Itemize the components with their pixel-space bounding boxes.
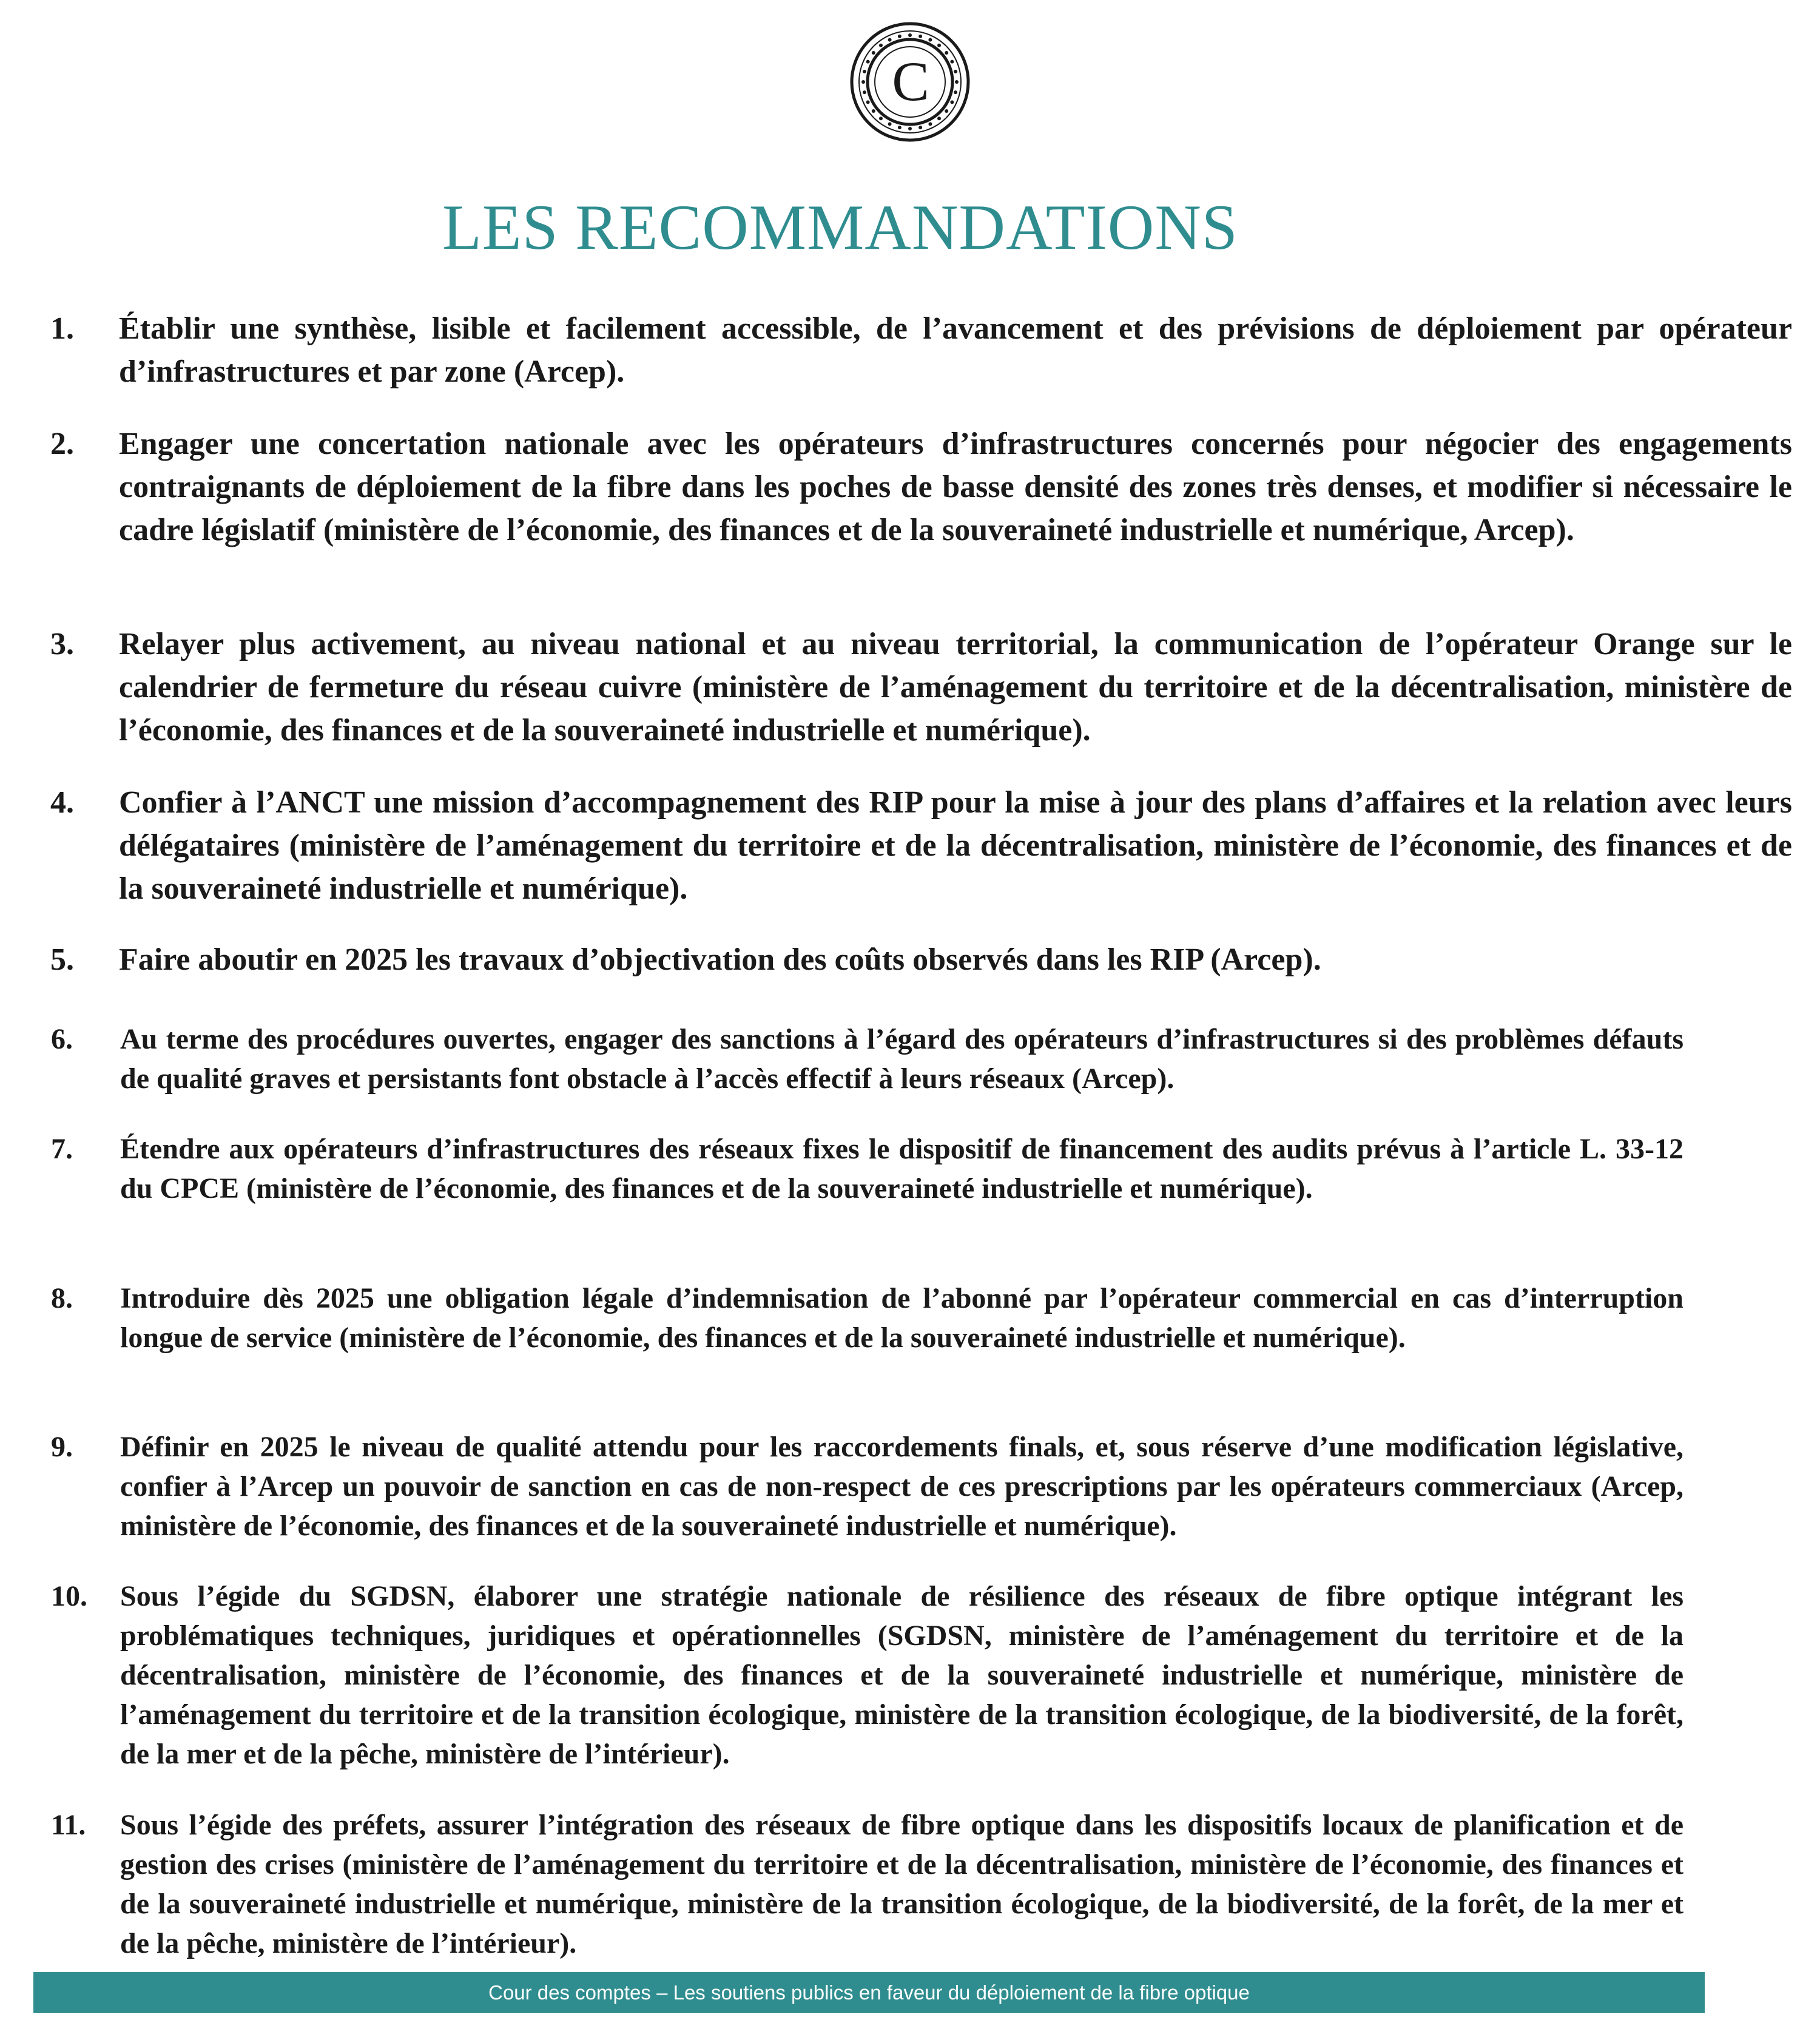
logo-dot — [928, 38, 932, 42]
logo-dot — [955, 80, 959, 84]
recommendation-number: 6. — [51, 1023, 73, 1055]
logo-dot — [945, 51, 948, 55]
recommendation-item — [51, 1129, 1684, 1208]
logo-dot — [945, 109, 948, 113]
recommendation-text: Faire aboutir en 2025 les travaux d’objectivation des coûts observés dans les RIP (Arcep). — [119, 942, 1321, 977]
logo-dot — [950, 60, 954, 64]
logo-dot — [863, 90, 866, 94]
logo-dot — [908, 33, 912, 37]
recommendation-text: Établir une synthèse, lisible et facilement accessible, de l’avancement et des prévisions de déploiement par opérateur d’infrastructures et par zone (Arcep). — [119, 311, 1792, 389]
logo-dot — [888, 38, 892, 42]
recommendation-item — [51, 1019, 1684, 1098]
logo-dot — [908, 127, 912, 130]
recommendation-text: Sous l’égide du SGDSN, élaborer une stratégie nationale de résilience des réseaux de fibre optique intégrant les problématiques techniques, juridiques et opérationnelles (SGDSN, ministère de l’aménagement du territoire et de la décentralisation, ministère de l’économie, des finances et de la souveraineté industrielle et numérique, ministère de l’aménagement du territoire et de la transition écologique, ministère de la transition écologique, de la biodiversité, de la forêt, de la mer et de la pêche, ministère de l’intérieur). — [120, 1580, 1684, 1770]
logo-dot — [872, 51, 875, 55]
recommendation-number: 7. — [51, 1133, 73, 1165]
recommendation-item — [51, 1279, 1684, 1357]
logo-dot — [863, 70, 866, 73]
recommendation-text: Relayer plus activement, au niveau national et au niveau territorial, la communication de l’opérateur Orange sur le calendrier de fermeture du réseau cuivre (ministère de l’aménagement du territoire et de la décentralisation, ministère de l’économie, des finances et de la souveraineté industrielle et numérique). — [119, 627, 1792, 748]
recommendation-text: Définir en 2025 le niveau de qualité attendu pour les raccordements finals, et, sous réserve d’une modification législative, confier à l’Arcep un pouvoir de sanction en cas de non-respect de ces prescriptions par les opérateurs commerciaux (Arcep, ministère de l’économie, des finances et de la souveraineté industrielle et numérique). — [120, 1431, 1684, 1542]
logo-dot — [928, 122, 932, 126]
cour-des-comptes-logo — [849, 21, 971, 143]
recommendation-item — [50, 781, 1792, 910]
recommendation-item — [51, 1805, 1684, 1963]
logo-dot — [866, 100, 870, 104]
recommendation-text: Étendre aux opérateurs d’infrastructures des réseaux fixes le dispositif de financement des audits prévus à l’article L. 33-12 du CPCE (ministère de l’économie, des finances et de la souveraineté industrielle et numérique). — [120, 1133, 1684, 1205]
recommendation-number: 2. — [50, 427, 74, 461]
recommendation-text: Introduire dès 2025 une obligation légale d’indemnisation de l’abonné par l’opérateur commercial en cas d’interruption longue de service (ministère de l’économie, des finances et de la souveraineté industrielle et numérique). — [120, 1282, 1684, 1354]
recommendation-item — [50, 623, 1792, 752]
logo-dot — [937, 44, 941, 47]
recommendation-text: Engager une concertation nationale avec les opérateurs d’infrastructures concernés pour négocier des engagements contraignants de déploiement de la fibre dans les poches de basse densité des zones très denses, et modifier si nécessaire le cadre législatif (ministère de l’économie, des finances et de la souveraineté industrielle et numérique, Arcep). — [119, 427, 1792, 547]
page-footer: Cour des comptes – Les soutiens publics en faveur du déploiement de la fibre optique — [33, 1972, 1705, 2013]
recommendation-text: Sous l’égide des préfets, assurer l’intégration des réseaux de fibre optique dans les dispositifs locaux de planification et de gestion des crises (ministère de l’aménagement du territoire et de la décentralisation, ministère de l’économie, des finances et de la souveraineté industrielle et numérique, ministère de la transition écologique, de la biodiversité, de la forêt, de la mer et de la pêche, ministère de l’intérieur). — [120, 1809, 1684, 1959]
logo-dot — [950, 100, 954, 104]
recommendation-item — [50, 307, 1792, 393]
recommendation-item — [50, 422, 1792, 552]
recommendation-number: 5. — [50, 942, 74, 977]
logo-dot — [872, 109, 875, 113]
logo-dot — [888, 122, 892, 126]
recommendation-number: 3. — [50, 627, 74, 661]
recommendation-item — [50, 938, 1792, 981]
logo-dot — [879, 44, 883, 47]
recommendation-item — [51, 1576, 1684, 1774]
logo-dot — [954, 90, 957, 94]
recommendation-number: 8. — [51, 1282, 73, 1314]
logo-dot — [861, 80, 865, 84]
logo-dot — [918, 35, 922, 38]
recommendation-number: 9. — [51, 1431, 73, 1463]
recommendation-item — [51, 1427, 1684, 1546]
logo-dot — [866, 60, 870, 64]
logo-dot — [898, 35, 902, 38]
recommendation-number: 11. — [51, 1809, 86, 1841]
recommendation-number: 1. — [50, 311, 74, 346]
recommendation-number: 10. — [51, 1580, 87, 1612]
logo-dot — [898, 126, 902, 129]
recommendation-text: Confier à l’ANCT une mission d’accompagnement des RIP pour la mise à jour des plans d’affaires et la relation avec leurs délégataires (ministère de l’aménagement du territoire et de la décentralisation, ministère de l’économie, des finances et de la souveraineté industrielle et numérique). — [119, 785, 1792, 906]
logo-dot — [954, 70, 957, 73]
logo-dot — [937, 117, 941, 120]
recommendation-number: 4. — [50, 785, 74, 820]
recommendation-text: Au terme des procédures ouvertes, engager des sanctions à l’égard des opérateurs d’infrastructures si des problèmes défauts de qualité graves et persistants font obstacle à l’accès effectif à leurs réseaux (Arcep). — [120, 1023, 1684, 1095]
svg-text:C: C — [892, 50, 929, 112]
logo-dot — [879, 117, 883, 120]
logo-dot — [918, 126, 922, 129]
page-title: LES RECOMMANDATIONS — [442, 192, 1238, 263]
